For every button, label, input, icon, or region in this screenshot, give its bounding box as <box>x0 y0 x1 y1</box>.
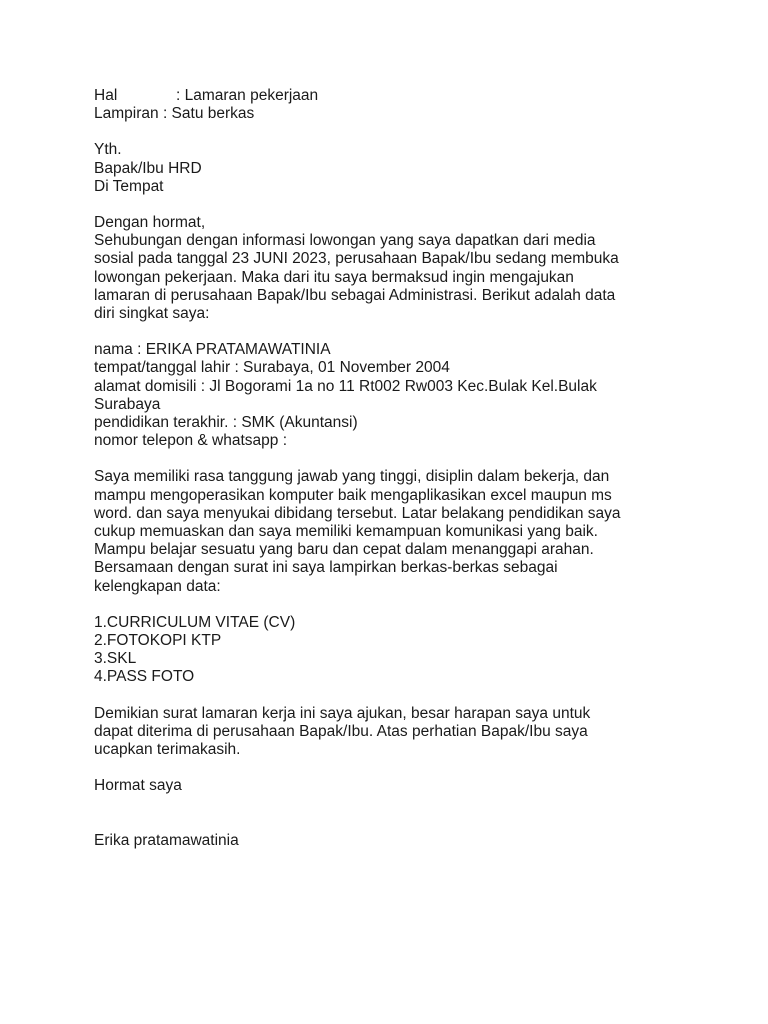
regards: Hormat saya <box>94 777 182 795</box>
letter-page <box>94 87 714 850</box>
opening-line: diri singkat saya: <box>94 305 210 323</box>
recipient-name: Bapak/Ibu HRD <box>94 159 202 177</box>
biodata-name: nama : ERIKA PRATAMAWATINIA <box>94 341 331 359</box>
greeting: Dengan hormat, <box>94 214 206 232</box>
attachment-item: 3.SKL <box>94 650 137 668</box>
closing-line: Demikian surat lamaran kerja ini saya ajukan, besar harapan saya untuk <box>94 704 591 722</box>
body-paragraph <box>94 468 714 595</box>
attachment-list <box>94 614 714 687</box>
body-line: Mampu belajar sesuatu yang baru dan cepat dalam menanggapi arahan. <box>94 541 594 559</box>
biodata-birth: tempat/tanggal lahir : Surabaya, 01 November 2004 <box>94 359 450 377</box>
closing-paragraph <box>94 705 714 760</box>
attachment-value: : Satu berkas <box>162 105 255 123</box>
recipient-block <box>94 141 714 196</box>
opening-line: Sehubungan dengan informasi lowongan yang saya dapatkan dari media <box>94 232 596 250</box>
biodata-block <box>94 341 714 450</box>
opening-line: sosial pada tanggal 23 JUNI 2023, perusahaan Bapak/Ibu sedang membuka <box>94 250 619 268</box>
letter-header <box>94 87 714 123</box>
subject-row <box>94 87 714 105</box>
body-line: Saya memiliki rasa tanggung jawab yang tinggi, disiplin dalam bekerja, dan <box>94 468 610 486</box>
closing-line: dapat diterima di perusahaan Bapak/Ibu. Atas perhatian Bapak/Ibu saya <box>94 722 588 740</box>
body-line: cukup memuaskan dan saya memiliki kemampuan komunikasi yang baik. <box>94 523 598 541</box>
body-line: mampu mengoperasikan komputer baik mengaplikasikan excel maupun ms <box>94 486 612 504</box>
attachment-item: 4.PASS FOTO <box>94 668 195 686</box>
biodata-phone: nomor telepon & whatsapp : <box>94 432 288 450</box>
opening-line: lowongan pekerjaan. Maka dari itu saya bermaksud ingin mengajukan <box>94 268 574 286</box>
subject-label: Hal <box>94 87 118 104</box>
body-line: kelengkapan data: <box>94 577 221 595</box>
attachment-item: 2.FOTOKOPI KTP <box>94 632 222 650</box>
biodata-education: pendidikan terakhir. : SMK (Akuntansi) <box>94 414 358 432</box>
signature-name: Erika pratamawatinia <box>94 831 239 849</box>
attachment-item: 1.CURRICULUM VITAE (CV) <box>94 613 296 631</box>
attachment-row <box>94 105 714 123</box>
recipient-place: Di Tempat <box>94 177 164 195</box>
opening-paragraph <box>94 214 714 323</box>
closing-line: ucapkan terimakasih. <box>94 741 241 759</box>
attachment-label: Lampiran <box>94 105 159 123</box>
recipient-salutation: Yth. <box>94 141 122 159</box>
biodata-address: alamat domisili : Jl Bogorami 1a no 11 Rt002 Rw003 Kec.Bulak Kel.Bulak <box>94 377 597 395</box>
opening-line: lamaran di perusahaan Bapak/Ibu sebagai Administrasi. Berikut adalah data <box>94 286 616 304</box>
biodata-address-city: Surabaya <box>94 395 161 413</box>
body-line: word. dan saya menyukai dibidang tersebut. Latar belakang pendidikan saya <box>94 504 621 522</box>
subject-value: : Lamaran pekerjaan <box>176 87 319 104</box>
body-line: Bersamaan dengan surat ini saya lampirkan berkas-berkas sebagai <box>94 559 558 577</box>
